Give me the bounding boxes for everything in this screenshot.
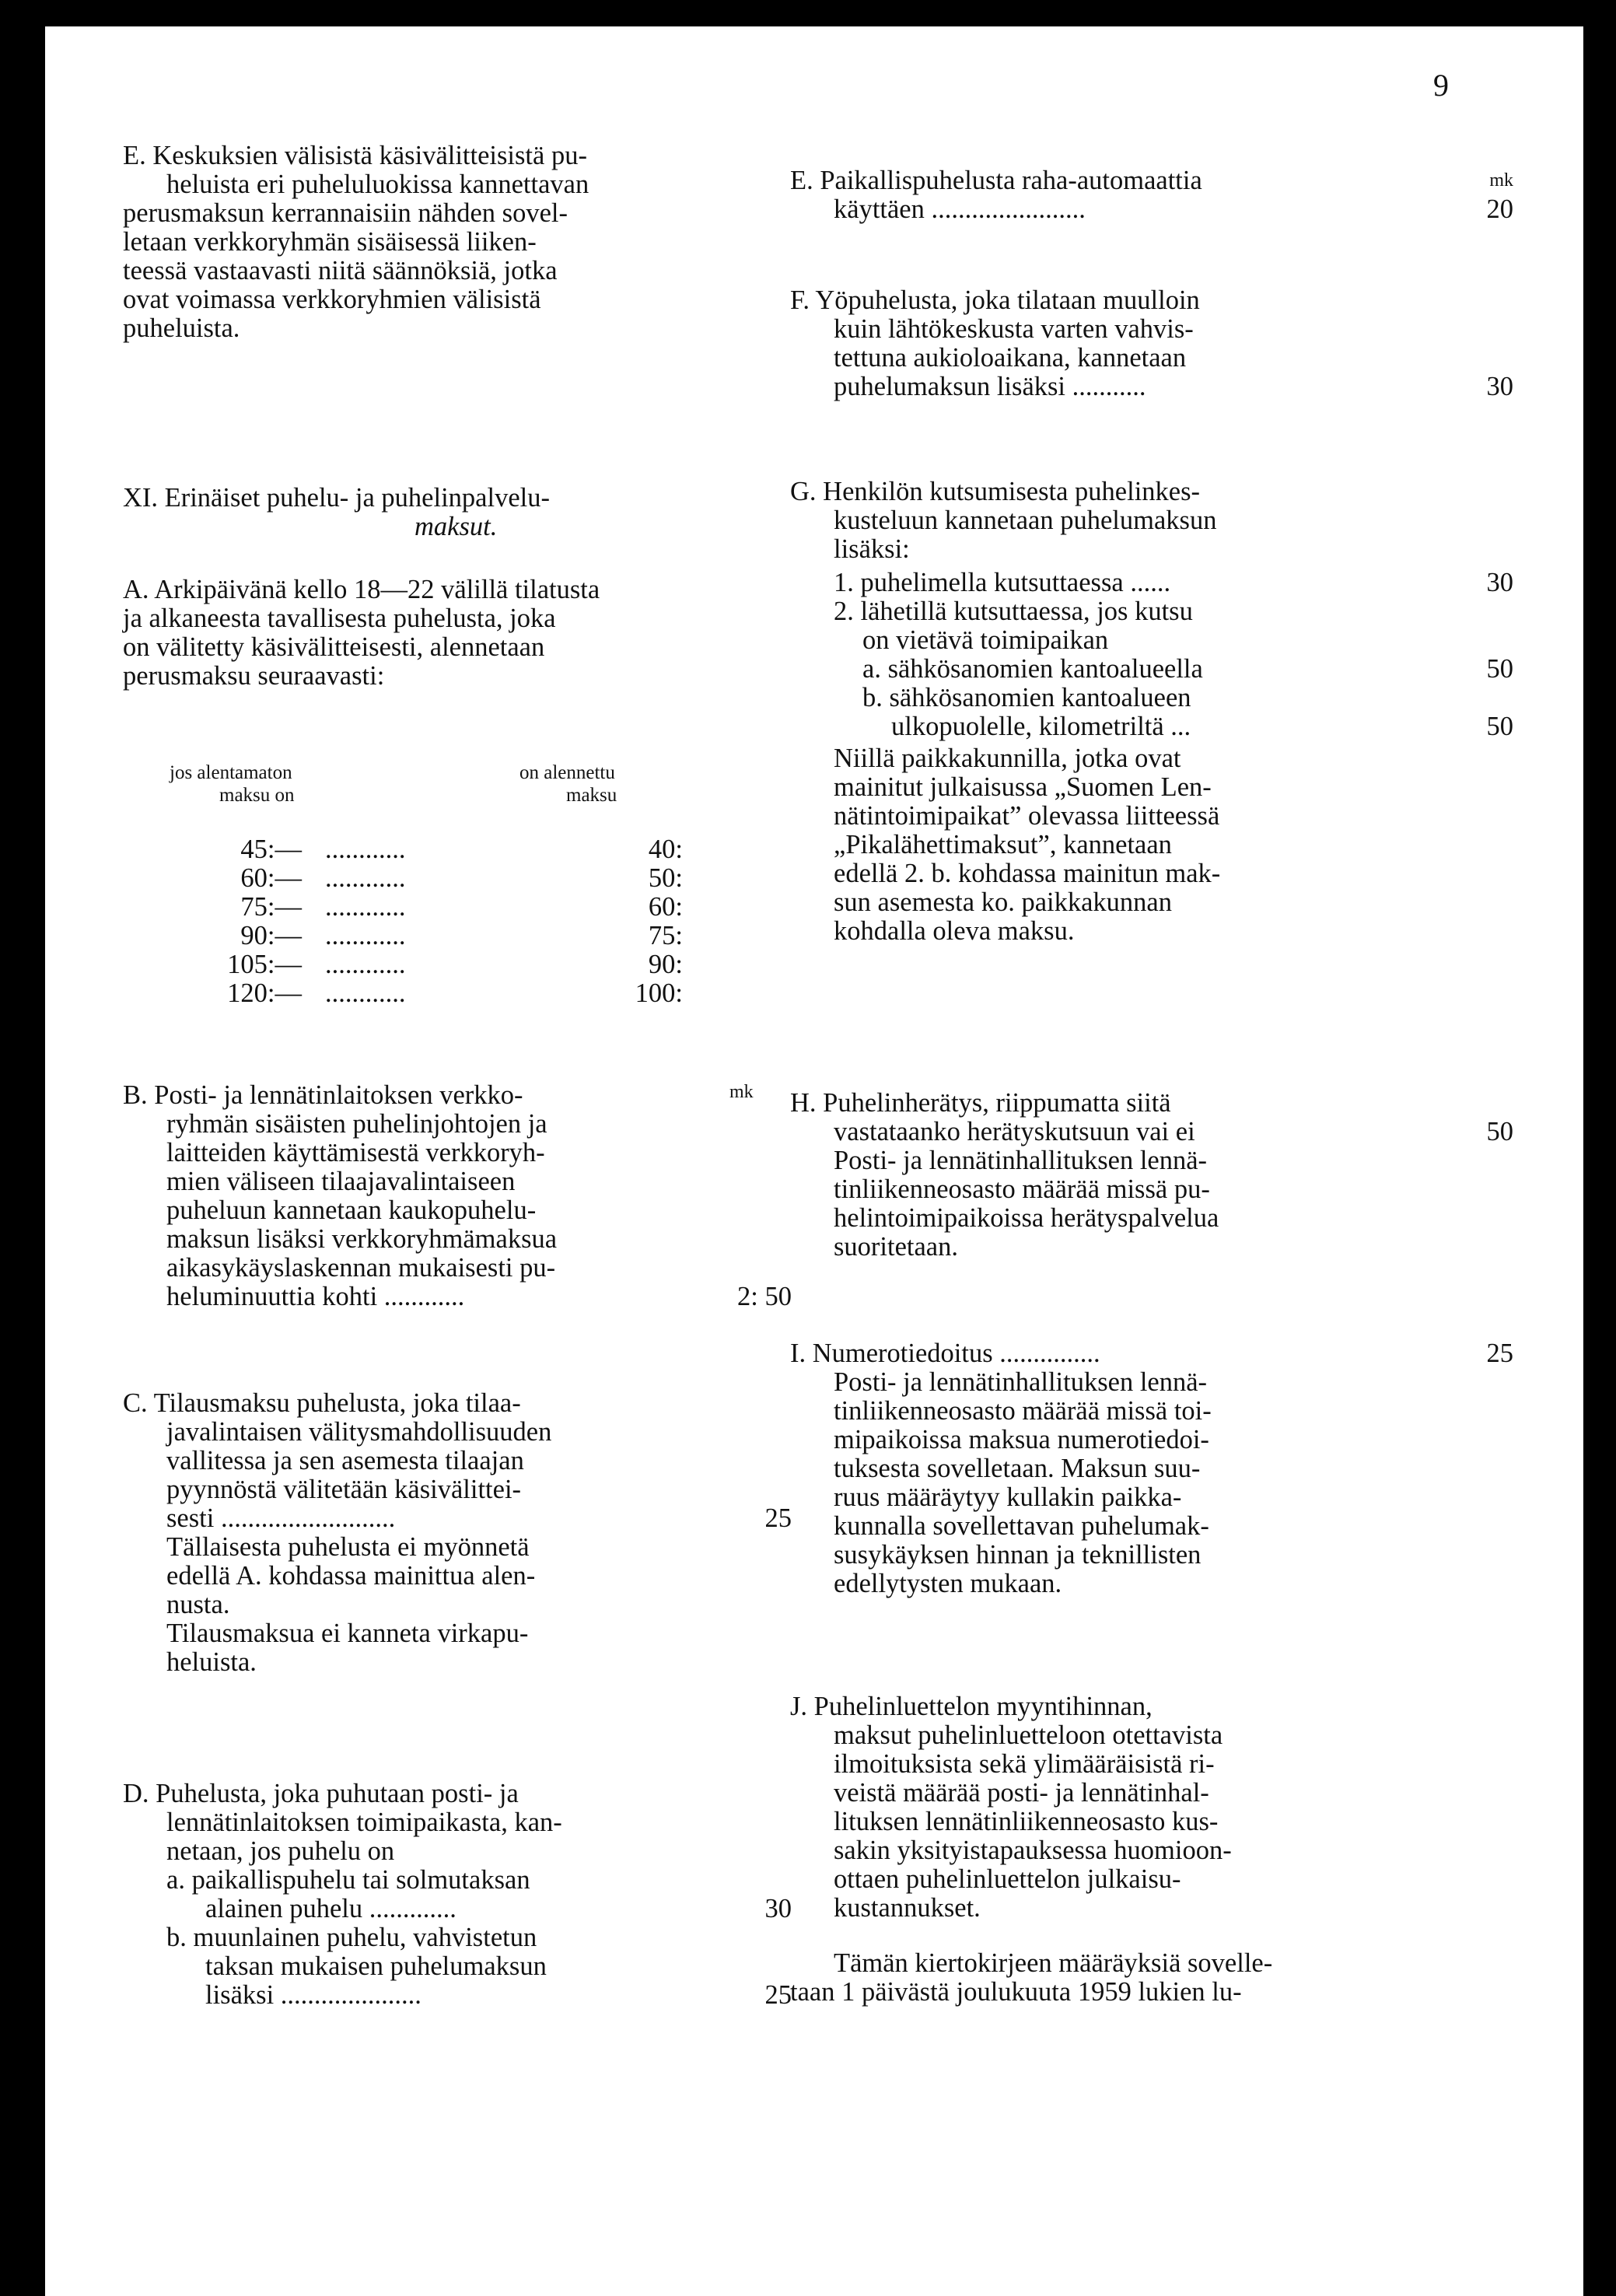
leader-dots: ............ bbox=[325, 863, 406, 893]
text-line: „Pikalähettimaksut”, kannetaan bbox=[834, 830, 1172, 859]
text-line: laitteiden käyttämisestä verkkoryh- bbox=[166, 1138, 545, 1167]
text-line: b. sähkösanomien kantoalueen bbox=[862, 683, 1191, 712]
text-line: helintoimipaikoissa herätyspalvelua bbox=[834, 1203, 1219, 1233]
text-line: A. Arkipäivänä kello 18—22 välillä tilatusta bbox=[123, 575, 600, 604]
text-line: puheluun kannetaan kaukopuhelu- bbox=[166, 1195, 537, 1225]
text-line: perusmaksu seuraavasti: bbox=[123, 661, 385, 691]
text-line: D. Puhelusta, joka puhutaan posti- ja bbox=[123, 1779, 519, 1808]
leader-dots: ............ bbox=[325, 892, 406, 922]
table-cell: 40: bbox=[648, 835, 683, 864]
text-line: aikasykäyslaskennan mukaisesti pu- bbox=[166, 1253, 556, 1283]
amount: 25 bbox=[1486, 1339, 1513, 1368]
section-g bbox=[790, 478, 1513, 946]
section-xi-heading bbox=[123, 484, 792, 541]
line-text: sesti .......................... bbox=[166, 1503, 396, 1533]
text-line: J. Puhelinluettelon myyntihinnan, bbox=[790, 1692, 1153, 1721]
amount: 50 bbox=[1486, 654, 1513, 684]
table-cell: 90: bbox=[648, 950, 683, 979]
document-page bbox=[45, 26, 1583, 2296]
text-line: edellä 2. b. kohdassa mainitun mak- bbox=[834, 859, 1221, 888]
text-line: susykäyksen hinnan ja teknillisten bbox=[834, 1540, 1202, 1570]
section-a bbox=[123, 576, 792, 691]
leader-dots: ............ bbox=[325, 921, 406, 950]
text-line bbox=[123, 1283, 792, 1311]
text-line: tuksesta sovelletaan. Maksun suu- bbox=[834, 1454, 1201, 1483]
text-line: sakin yksityistapauksessa huomioon- bbox=[834, 1836, 1232, 1865]
section-j bbox=[790, 1692, 1513, 1923]
text-line: mien väliseen tilaajavalintaiseen bbox=[166, 1167, 516, 1196]
text-line: suoritetaan. bbox=[834, 1232, 958, 1262]
text-line bbox=[123, 1981, 792, 2010]
text-line bbox=[790, 1118, 1513, 1146]
text-line: puheluista. bbox=[123, 313, 240, 343]
col-header-reduced bbox=[519, 761, 617, 807]
heading-text: XI. Erinäiset puhelu- ja puhelinpalvelu- bbox=[123, 483, 550, 513]
text-line: Posti- ja lennätinhallituksen lennä- bbox=[834, 1146, 1208, 1175]
section-d bbox=[123, 1780, 792, 2010]
text-line bbox=[123, 1504, 792, 1533]
line-text: käyttäen ....................... bbox=[834, 194, 1086, 224]
text-line: maksun lisäksi verkkoryhmämaksua bbox=[166, 1224, 558, 1254]
text-line: ovat voimassa verkkoryhmien välisistä bbox=[123, 285, 541, 314]
text-line: letaan verkkoryhmän sisäisessä liiken- bbox=[123, 227, 537, 257]
line-text: heluminuuttia kohti ............ bbox=[166, 1282, 465, 1311]
text-line: E. Paikallispuhelusta raha-automaattia bbox=[790, 166, 1202, 195]
text-line bbox=[123, 1895, 792, 1923]
text-line: tinliikenneosasto määrää missä toi- bbox=[834, 1396, 1212, 1426]
text-line: C. Tilausmaksu puhelusta, joka tilaa- bbox=[123, 1388, 521, 1418]
line-text: vastataanko herätyskutsuun vai ei bbox=[834, 1117, 1195, 1146]
text-line: edellytysten mukaan. bbox=[834, 1569, 1062, 1598]
heading-line bbox=[123, 484, 792, 513]
section-f bbox=[790, 286, 1513, 401]
section-c bbox=[123, 1389, 792, 1677]
text-line: sun asemesta ko. paikkakunnan bbox=[834, 887, 1172, 917]
text-line: G. Henkilön kutsumisesta puhelinkes- bbox=[790, 477, 1201, 506]
text-line: kohdalla oleva maksu. bbox=[834, 916, 1075, 946]
text-line: Tilausmaksua ei kanneta virkapu- bbox=[166, 1619, 529, 1648]
section-h bbox=[790, 1089, 1513, 1262]
text-line: Posti- ja lennätinhallituksen lennä- bbox=[834, 1367, 1208, 1397]
text-line: 2. lähetillä kutsuttaessa, jos kutsu bbox=[834, 597, 1193, 626]
text-line: ruus määräytyy kullakin paikka- bbox=[834, 1482, 1182, 1512]
section-i bbox=[790, 1339, 1513, 1598]
section-b bbox=[123, 1081, 792, 1311]
text-line: a. paikallispuhelu tai solmutaksan bbox=[166, 1865, 530, 1895]
leader-dots: ............ bbox=[325, 835, 406, 864]
text-line: lennätinlaitoksen toimipaikasta, kan- bbox=[166, 1808, 562, 1837]
leader-dots: ............ bbox=[325, 950, 406, 979]
heading-line: maksut. bbox=[414, 512, 498, 541]
table-cell: 90:— bbox=[240, 921, 302, 950]
text-line: lisäksi: bbox=[834, 534, 910, 564]
amount: 50 bbox=[1486, 1117, 1513, 1146]
text-line: ryhmän sisäisten puhelinjohtojen ja bbox=[166, 1109, 547, 1139]
header-text: on alennettu bbox=[519, 762, 615, 783]
leader-dots: ............ bbox=[325, 978, 406, 1008]
amount: 2: 50 bbox=[737, 1282, 792, 1311]
table-cell: 60: bbox=[648, 892, 683, 922]
header-text: maksu on bbox=[219, 785, 295, 806]
amount: 25 bbox=[764, 1503, 792, 1533]
text-line: kustannukset. bbox=[834, 1893, 981, 1923]
text-line: Tällaisesta puhelusta ei myönnetä bbox=[166, 1532, 530, 1562]
line-text: a. sähkösanomien kantoalueella bbox=[862, 654, 1203, 684]
text-line: heluista. bbox=[166, 1647, 257, 1677]
text-line: lituksen lennätinliikenneosasto kus- bbox=[834, 1807, 1219, 1836]
line-text: 1. puhelimella kutsuttaessa ...... bbox=[834, 568, 1171, 597]
line-text: puhelumaksun lisäksi ........... bbox=[834, 372, 1146, 401]
table-cell: 75: bbox=[648, 921, 683, 950]
line-text: ulkopuolelle, kilometriltä ... bbox=[891, 712, 1191, 741]
amount: 30 bbox=[1486, 568, 1513, 597]
text-line: perusmaksun kerrannaisiin nähden sovel- bbox=[123, 198, 568, 228]
line-text: I. Numerotiedoitus ............... bbox=[790, 1339, 1100, 1368]
text-line: vallitessa ja sen asemesta tilaajan bbox=[166, 1446, 524, 1475]
line-text: lisäksi ..................... bbox=[205, 1980, 421, 2010]
text-line bbox=[790, 195, 1513, 224]
text-line bbox=[790, 373, 1513, 401]
text-line: taksan mukaisen puhelumaksun bbox=[205, 1951, 547, 1981]
table-cell: 120:— bbox=[227, 978, 302, 1008]
line-text: alainen puhelu ............. bbox=[205, 1894, 456, 1923]
table-cell: 100: bbox=[635, 978, 683, 1008]
header-text: maksu bbox=[566, 785, 617, 806]
text-line: F. Yöpuhelusta, joka tilataan muulloin bbox=[790, 285, 1200, 315]
section-e-right bbox=[790, 166, 1513, 224]
text-line bbox=[790, 655, 1513, 684]
text-line: pyynnöstä välitetään käsivälittei- bbox=[166, 1475, 522, 1504]
section-e-left bbox=[123, 142, 792, 343]
text-line: on vietävä toimipaikan bbox=[862, 625, 1109, 655]
text-line: Tämän kiertokirjeen määräyksiä sovelle- bbox=[834, 1948, 1273, 1978]
amount: 20 bbox=[1486, 194, 1513, 224]
col-header-original bbox=[170, 761, 295, 807]
text-line: nätintoimipaikat” olevassa liitteessä bbox=[834, 801, 1220, 831]
text-line: taan 1 päivästä joulukuuta 1959 lukien lu- bbox=[790, 1977, 1242, 2007]
text-line: kusteluun kannetaan puhelumaksun bbox=[834, 506, 1217, 535]
amount: 25 bbox=[764, 1980, 792, 2010]
text-line: teessä vastaavasti niitä säännöksiä, jotka bbox=[123, 256, 558, 285]
text-line bbox=[790, 569, 1513, 597]
amount: 30 bbox=[764, 1894, 792, 1923]
text-line: veistä määrää posti- ja lennätinhal- bbox=[834, 1778, 1209, 1808]
text-line: Niillä paikkakunnilla, jotka ovat bbox=[834, 744, 1181, 773]
text-line: kuin lähtökeskusta varten vahvis- bbox=[834, 314, 1194, 344]
text-line: ja alkaneesta tavallisesta puhelusta, joka bbox=[123, 604, 556, 633]
text-line: tinliikenneosasto määrää missä pu- bbox=[834, 1174, 1210, 1204]
text-line: mainitut julkaisussa „Suomen Len- bbox=[834, 772, 1212, 802]
text-line: kunnalla sovellettavan puhelumak- bbox=[834, 1511, 1209, 1541]
text-line: javalintaisen välitysmahdollisuuden bbox=[166, 1417, 552, 1447]
text-line: tettuna aukioloaikana, kannetaan bbox=[834, 343, 1187, 373]
text-line bbox=[790, 1339, 1513, 1368]
text-line: B. Posti- ja lennätinlaitoksen verkko- bbox=[123, 1080, 523, 1110]
unit-label: mk bbox=[1489, 170, 1513, 191]
text-line: netaan, jos puhelu on bbox=[166, 1836, 395, 1866]
page-number: 9 bbox=[1433, 68, 1449, 103]
table-cell: 45:— bbox=[240, 835, 302, 864]
text-line: ilmoituksista sekä ylimääräisistä ri- bbox=[834, 1749, 1215, 1779]
amount: 50 bbox=[1486, 712, 1513, 741]
text-line: mipaikoissa maksua numerotiedoi- bbox=[834, 1425, 1209, 1454]
text-line: edellä A. kohdassa mainittua alen- bbox=[166, 1561, 536, 1591]
text-line: b. muunlainen puhelu, vahvistetun bbox=[166, 1923, 537, 1952]
text-line: E. Keskuksien välisistä käsivälitteisistä pu- bbox=[123, 141, 587, 170]
text-line: on välitetty käsivälitteisesti, alennetaan bbox=[123, 632, 545, 662]
unit-label: mk bbox=[729, 1082, 754, 1102]
closing-paragraph bbox=[790, 1949, 1513, 2007]
header-text: jos alentamaton bbox=[170, 762, 292, 783]
text-line: nusta. bbox=[166, 1590, 230, 1619]
table-cell: 75:— bbox=[240, 892, 302, 922]
text-line: maksut puhelinluetteloon otettavista bbox=[834, 1720, 1223, 1750]
table-cell: 105:— bbox=[227, 950, 302, 979]
text-line: ottaen puhelinluettelon julkaisu- bbox=[834, 1864, 1181, 1894]
table-cell: 50: bbox=[648, 863, 683, 893]
text-line bbox=[790, 712, 1513, 741]
text-line: heluista eri puheluluokissa kannettavan bbox=[166, 170, 589, 199]
table-cell: 60:— bbox=[240, 863, 302, 893]
amount: 30 bbox=[1486, 372, 1513, 401]
text-line: H. Puhelinherätys, riippumatta siitä bbox=[790, 1088, 1171, 1118]
